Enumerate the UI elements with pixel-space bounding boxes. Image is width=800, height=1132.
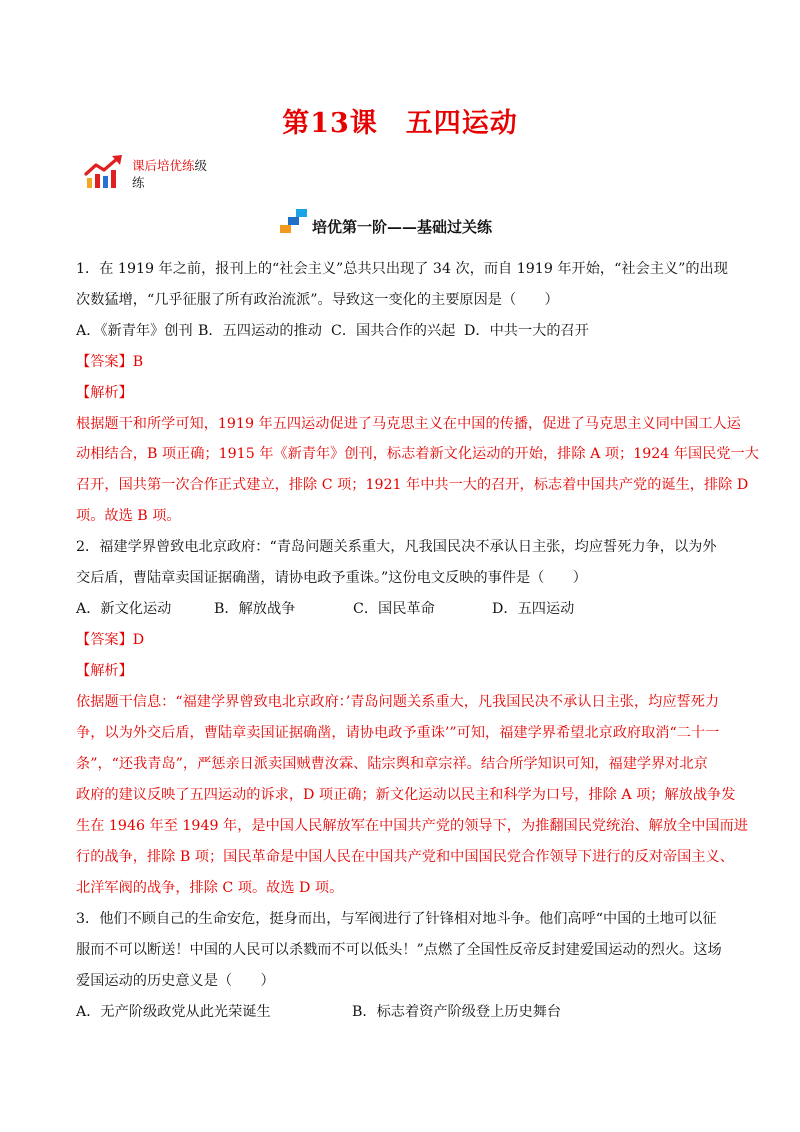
q1-analysis-line: 项。故选 B 项。 (76, 508, 181, 524)
q3-option-b[interactable]: B．标志着资产阶级登上历史舞台 (352, 1004, 562, 1020)
lesson-name: 五四运动 (405, 108, 518, 139)
q2-option-c[interactable]: C．国民革命 (353, 601, 435, 617)
growth-chart-icon (84, 154, 130, 190)
q3-options (76, 1002, 736, 1022)
section-title: 培优第一阶——基础过关练 (312, 218, 493, 236)
q2-analysis-line: 生在 1946 年至 1949 年，是中国人民解放军在中国共产党的领导下，为推翻国民党统治、解放全中国而进 (76, 818, 748, 834)
stairs-icon (278, 207, 310, 235)
q2-analysis-label: 【解析】 (76, 663, 133, 679)
q1-option-c[interactable]: C．国共合作的兴起 (331, 323, 456, 339)
q1-option-b[interactable]: B．五四运动的推动 (198, 323, 322, 339)
q1-analysis-line: 动相结合，B 项正确；1915 年《新青年》创刊，标志着新文化运动的开始，排除 A 项；1924 年国民党一大 (76, 446, 759, 462)
q2-options (76, 599, 736, 619)
q1-answer: 【答案】B (76, 354, 144, 370)
q3-stem-line: 服而不可以断送！中国的人民可以杀戮而不可以低头！”点燃了全国性反帝反封建爱国运动的烈火。这场 (76, 942, 722, 958)
q2-analysis-line: 北洋军阀的战争，排除 C 项。故选 D 项。 (76, 880, 344, 896)
lesson-title (0, 101, 800, 140)
q2-analysis-line: 行的战争，排除 B 项；国民革命是中国人民在中国共产党和中国国民党合作领导下进行的反对帝国主义、 (76, 849, 734, 865)
q1-options (76, 321, 736, 341)
q2-stem-line: 2．福建学界曾致电北京政府：“青岛问题关系重大，凡我国民决不承认日主张，均应誓死力争，以为外 (76, 539, 717, 555)
q1-option-d[interactable]: D．中共一大的召开 (464, 323, 589, 339)
q1-stem-line: 1．在 1919 年之前，报刊上的“社会主义”总共只出现了 34 次，而自 1919 年开始，“社会主义”的出现 (76, 261, 728, 277)
lesson-number: 第13课 (282, 108, 378, 139)
q2-analysis-line: 依据题干信息：“福建学界曾致电北京政府：’青岛问题关系重大，凡我国民决不承认日主张，均应誓死力 (76, 694, 720, 710)
q3-stem-line: 爱国运动的历史意义是（ ） (76, 973, 275, 989)
logo-text: 课后培优练级 练 (132, 158, 208, 190)
q3-stem-line: 3．他们不顾自己的生命安危，挺身而出，与军阀进行了针锋相对地斗争。他们高呼“中国的土地可以征 (76, 911, 717, 927)
q1-analysis-line: 根据题干和所学可知，1919 年五四运动促进了马克思主义在中国的传播，促进了马克思主义同中国工人运 (76, 416, 741, 432)
q1-option-a[interactable]: A．《新青年》创刊 (76, 323, 193, 339)
q2-analysis-line: 条”，“还我青岛”，严惩亲日派卖国贼曹汝霖、陆宗舆和章宗祥。结合所学知识可知，福建学界对北京 (76, 756, 708, 772)
q2-option-a[interactable]: A．新文化运动 (76, 601, 172, 617)
q2-stem-line: 交后盾，曹陆章卖国证据确凿，请协电政予重诛。”这份电文反映的事件是（ ） (76, 570, 587, 586)
q2-analysis-line: 政府的建议反映了五四运动的诉求，D 项正确；新文化运动以民主和科学为口号，排除 A 项；解放战争发 (76, 787, 736, 803)
q3-option-a[interactable]: A．无产阶级政党从此光荣诞生 (76, 1004, 271, 1020)
q1-stem-line: 次数猛增，“几乎征服了所有政治流派”。导致这一变化的主要原因是（ ） (76, 292, 559, 308)
q2-option-d[interactable]: D．五四运动 (492, 601, 575, 617)
q2-answer: 【答案】D (76, 632, 145, 648)
q2-analysis-line: 争，以为外交后盾，曹陆章卖国证据确凿，请协电政予重诛’”可知，福建学界希望北京政府取消“二十一 (76, 725, 720, 741)
q1-analysis-label: 【解析】 (76, 385, 133, 401)
q1-analysis-line: 召开，国共第一次合作正式建立，排除 C 项；1921 年中共一大的召开，标志着中国共产党的诞生，排除 D (76, 477, 749, 493)
q2-option-b[interactable]: B．解放战争 (214, 601, 296, 617)
